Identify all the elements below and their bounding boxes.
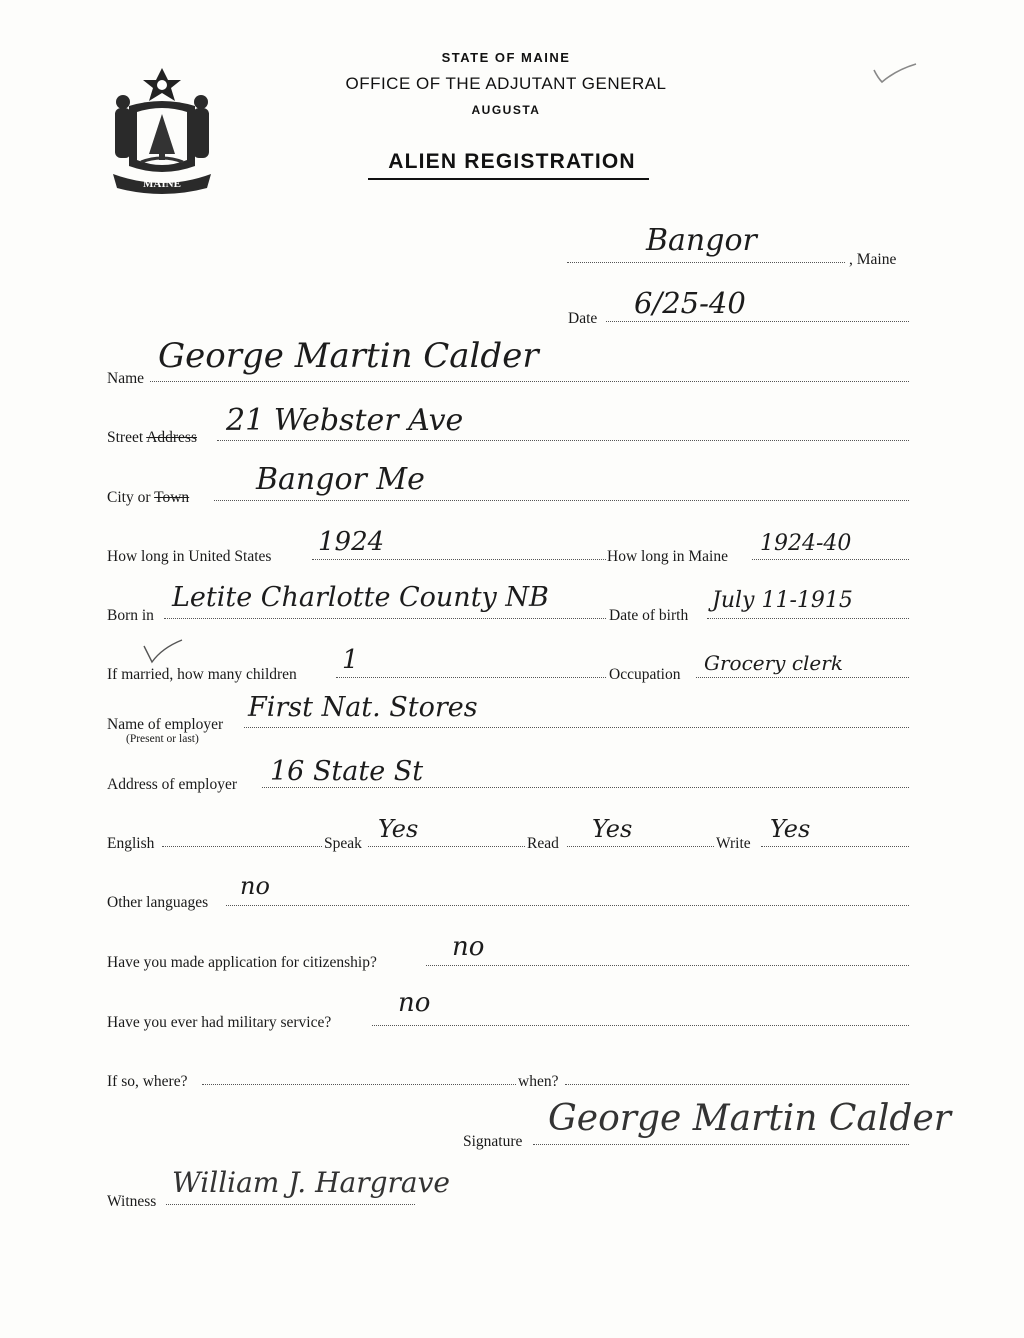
header-city: AUGUSTA xyxy=(471,103,541,117)
date-of-birth-value: July 11-1915 xyxy=(712,588,853,613)
city-value: Bangor Me xyxy=(256,462,425,497)
write-label: Write xyxy=(716,835,751,852)
date-label: Date xyxy=(568,310,598,327)
read-label: Read xyxy=(527,835,559,852)
date-of-birth-label: Date of birth xyxy=(609,607,689,624)
signature-label: Signature xyxy=(463,1133,523,1150)
witness-dotted-line xyxy=(166,1204,415,1205)
children-label: If married, how many children xyxy=(107,666,297,683)
military-value: no xyxy=(398,988,431,1018)
check-mark-icon xyxy=(872,60,920,84)
signature-dotted-line xyxy=(533,1144,909,1145)
employer-label: Name of employer xyxy=(107,716,224,733)
citizenship-label: Have you made application for citizenship? xyxy=(107,954,377,971)
english-label: English xyxy=(107,835,155,852)
date-of-birth-dotted-line xyxy=(707,618,909,619)
city-label: City or Town xyxy=(107,489,190,506)
born-in-dotted-line xyxy=(164,618,606,619)
read-value: Yes xyxy=(592,815,633,843)
employer-value: First Nat. Stores xyxy=(248,692,478,723)
occupation-value: Grocery clerk xyxy=(704,651,843,675)
place-dotted-line xyxy=(567,262,845,263)
read-dotted-line xyxy=(567,846,714,847)
how-long-maine-label: How long in Maine xyxy=(607,548,728,565)
employer-address-dotted-line xyxy=(262,787,909,788)
employer-address-label: Address of employer xyxy=(107,776,237,793)
children-value: 1 xyxy=(342,645,359,675)
born-in-label: Born in xyxy=(107,607,154,624)
how-long-us-dotted-line xyxy=(312,559,606,560)
name-label: Name xyxy=(107,370,145,387)
employer-dotted-line xyxy=(244,727,909,728)
place-value: Bangor xyxy=(646,223,757,258)
other-languages-label: Other languages xyxy=(107,894,209,911)
header-office: OFFICE OF THE ADJUTANT GENERAL xyxy=(345,74,667,93)
svg-text:MAINE: MAINE xyxy=(143,178,181,190)
how-long-us-label: How long in United States xyxy=(107,548,272,565)
where-dotted-line xyxy=(202,1084,516,1085)
date-dotted-line xyxy=(606,321,909,322)
employer-sublabel: (Present or last) xyxy=(126,733,199,745)
english-dotted-line xyxy=(162,846,322,847)
where-label: If so, where? xyxy=(107,1073,188,1090)
how-long-us-value: 1924 xyxy=(318,527,385,557)
name-dotted-line xyxy=(150,381,909,382)
other-languages-value: no xyxy=(240,872,270,900)
title-underline xyxy=(368,178,649,180)
how-long-maine-value: 1924-40 xyxy=(760,531,852,556)
street-dotted-line xyxy=(217,440,909,441)
when-label: when? xyxy=(518,1073,559,1090)
children-dotted-line xyxy=(336,677,606,678)
street-value: 21 Webster Ave xyxy=(226,403,464,438)
city-dotted-line xyxy=(214,500,909,501)
header-state: STATE OF MAINE xyxy=(441,50,571,65)
street-label: Street Address xyxy=(107,429,197,446)
other-languages-dotted-line xyxy=(226,905,909,906)
name-value: George Martin Calder xyxy=(158,336,539,376)
speak-dotted-line xyxy=(368,846,525,847)
citizenship-dotted-line xyxy=(426,965,909,966)
employer-address-value: 16 State St xyxy=(270,756,424,787)
occupation-dotted-line xyxy=(696,677,909,678)
place-suffix: , Maine xyxy=(849,251,897,268)
how-long-maine-dotted-line xyxy=(752,559,909,560)
citizenship-value: no xyxy=(452,932,485,962)
check-mark-icon xyxy=(142,638,186,666)
occupation-label: Occupation xyxy=(609,666,681,683)
write-dotted-line xyxy=(761,846,909,847)
military-label: Have you ever had military service? xyxy=(107,1014,332,1031)
when-dotted-line xyxy=(565,1084,909,1085)
form-title: ALIEN REGISTRATION xyxy=(388,150,636,173)
born-in-value: Letite Charlotte County NB xyxy=(172,582,549,613)
witness-label: Witness xyxy=(107,1193,157,1210)
witness-value: William J. Hargrave xyxy=(172,1166,450,1199)
speak-value: Yes xyxy=(378,815,419,843)
write-value: Yes xyxy=(770,815,811,843)
date-value: 6/25-40 xyxy=(634,286,746,320)
military-dotted-line xyxy=(372,1025,909,1026)
signature-value: George Martin Calder xyxy=(548,1098,951,1139)
speak-label: Speak xyxy=(324,835,362,852)
